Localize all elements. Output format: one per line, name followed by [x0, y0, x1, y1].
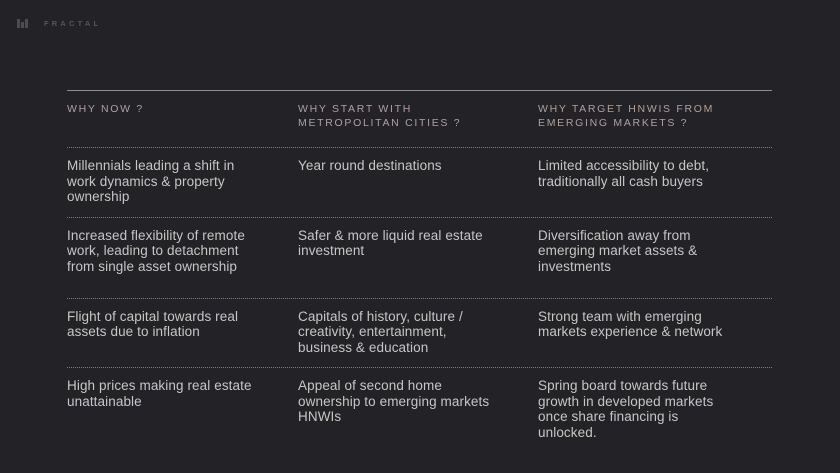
cell-why-now-4: High prices making real estate unattainable — [67, 378, 252, 409]
cell-cities-4: Appeal of second home ownership to emerging markets HNWIs — [298, 378, 490, 424]
table-header-row — [67, 91, 772, 148]
brand-name: FRACTAL — [44, 19, 102, 28]
brand-header — [17, 19, 101, 28]
cell-cities-2: Safer & more liquid real estate investment — [298, 227, 483, 258]
cell-hnwis-2: Diversification away from emerging market assets & investments — [538, 227, 698, 274]
cell-cities-1: Year round destinations — [298, 158, 442, 173]
header-why-target-hnwis: WHY TARGET HNWIS FROM EMERGING MARKETS ? — [538, 103, 715, 129]
cell-why-now-1: Millennials leading a shift in work dynamics & property ownership — [67, 158, 235, 204]
comparison-table — [67, 90, 772, 453]
fractal-logo-icon — [17, 19, 28, 28]
table-row — [67, 368, 772, 453]
header-why-now: WHY NOW ? — [67, 103, 144, 115]
header-why-metropolitan-cities: WHY START WITH METROPOLITAN CITIES ? — [298, 103, 462, 129]
cell-hnwis-4: Spring board towards future growth in developed markets once share financing is unlocked. — [538, 378, 714, 440]
cell-cities-3: Capitals of history, culture / creativity, entertainment, business & education — [298, 308, 463, 355]
cell-why-now-2: Increased flexibility of remote work, leading to detachment from single asset ownership — [67, 227, 245, 274]
cell-why-now-3: Flight of capital towards real assets due to inflation — [67, 308, 239, 339]
table-row — [67, 148, 772, 218]
table-row — [67, 299, 772, 369]
cell-hnwis-1: Limited accessibility to debt, traditionally all cash buyers — [538, 158, 710, 189]
table-row — [67, 218, 772, 299]
cell-hnwis-3: Strong team with emerging markets experience & network — [538, 308, 723, 339]
